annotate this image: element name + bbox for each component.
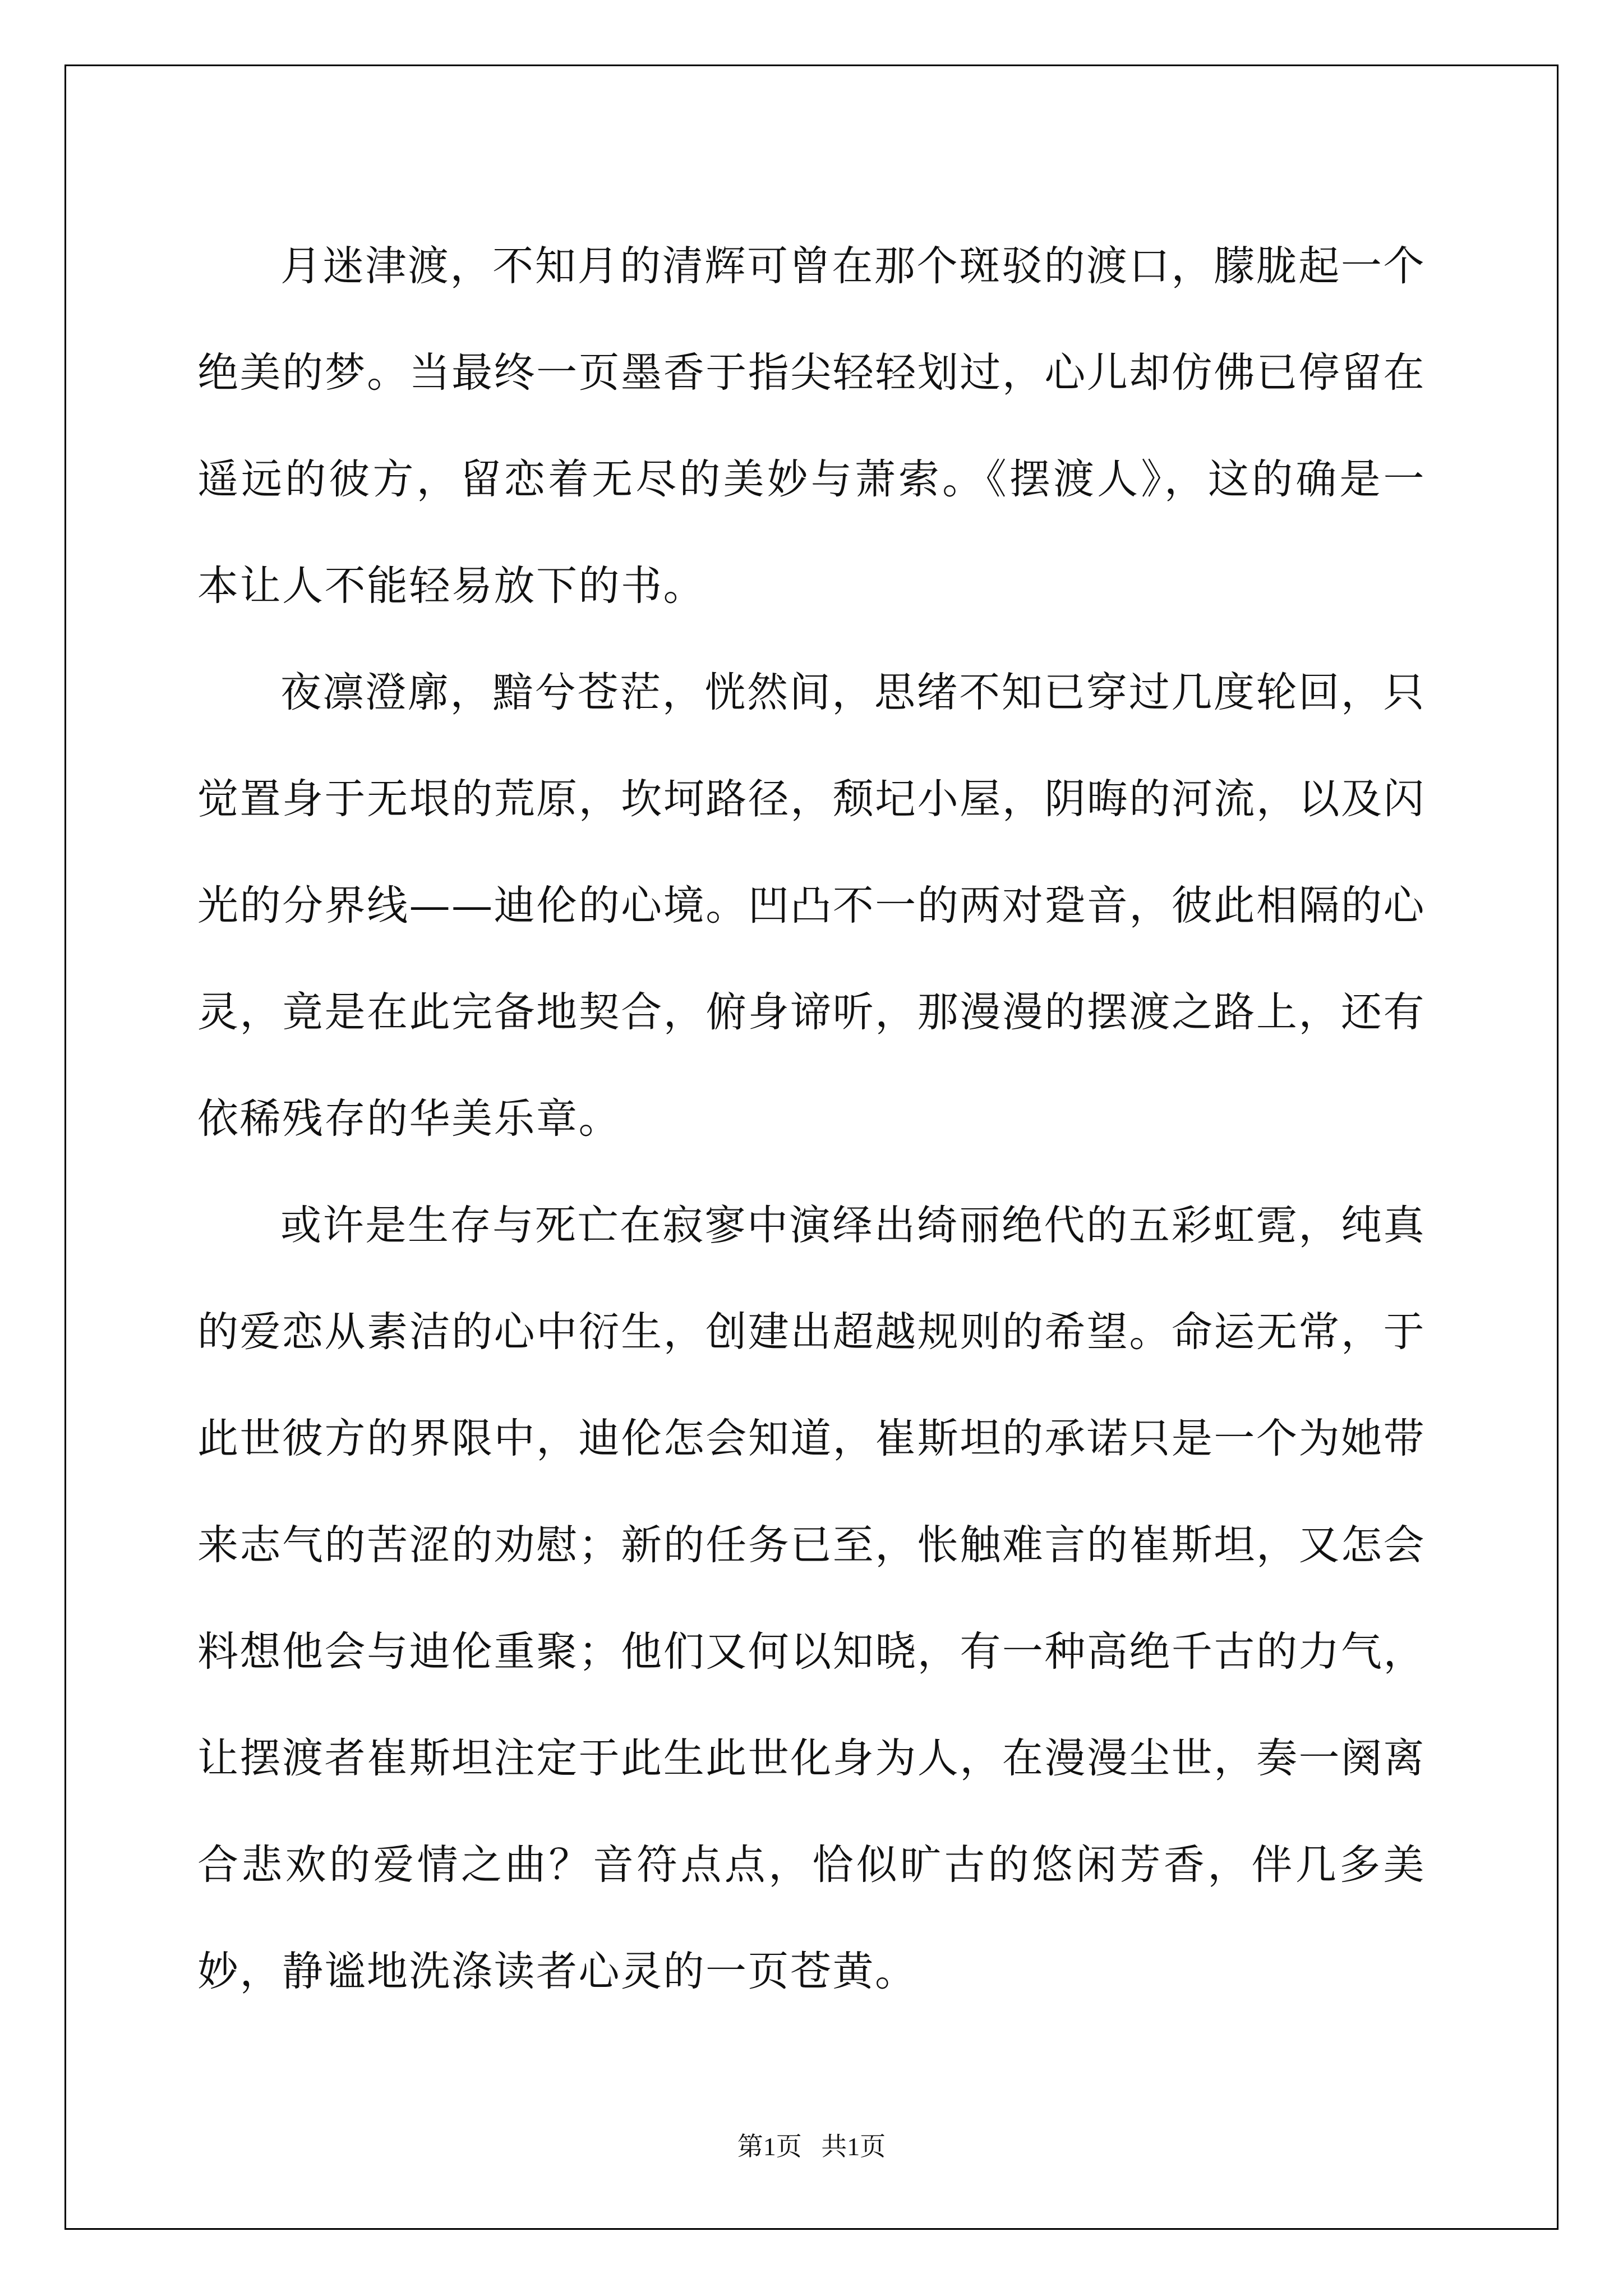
paragraph-3: 或许是生存与死亡在寂寥中演绎出绮丽绝代的五彩虹霓，纯真的爱恋从素洁的心中衍生，创建出超越规则的希望。命运无常，于此世彼方的界限中，迪伦怎会知道，崔斯坦的承诺只是一个为她带来志气的苦涩的劝慰；新的任务已至，怅触难言的崔斯坦，又怎会料想他会与迪伦重聚；他们又何以知晓，有一种高绝千古的力气，让摆渡者崔斯坦注定于此生此世化身为人，在漫漫尘世，奏一阕离合悲欢的爱情之曲？音符点点，恰似旷古的悠闲芳香，伴几多美妙，静谧地洗涤读者心灵的一页苍黄。: [197, 1202, 1426, 1995]
document-body: [197, 213, 1426, 2025]
paragraph-2: 夜凛澄廓，黯兮苍茫，恍然间，思绪不知已穿过几度轮回，只觉置身于无垠的荒原，坎坷路径，颓圮小屋，阴晦的河流，以及闪光的分界线——迪伦的心境。凹凸不一的两对跫音，彼此相隔的心灵，竟是在此完备地契合，俯身谛听，那漫漫的摆渡之路上，还有依稀残存的华美乐章。: [197, 669, 1426, 1143]
paragraph-1: 月迷津渡，不知月的清辉可曾在那个斑驳的渡口，朦胧起一个绝美的梦。当最终一页墨香于指尖轻轻划过，心儿却仿佛已停留在遥远的彼方，留恋着无尽的美妙与萧索。《摆渡人》，这的确是一本让人不能轻易放下的书。: [197, 242, 1426, 610]
page-number-footer: 第1页 共1页: [737, 2132, 886, 2161]
